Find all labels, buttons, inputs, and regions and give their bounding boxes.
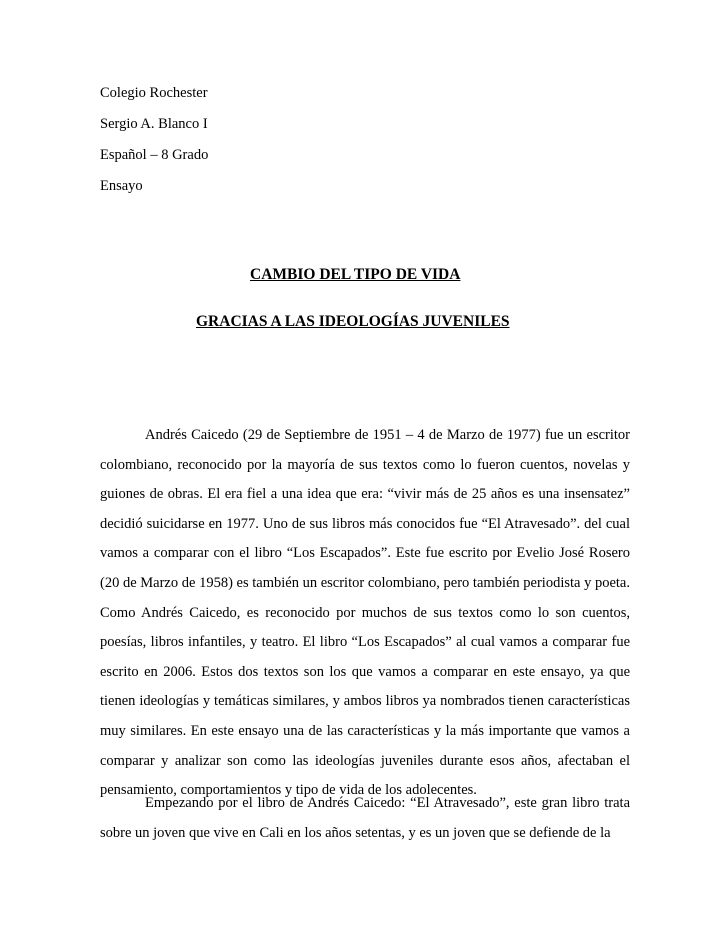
author-name: Sergio A. Blanco I: [100, 116, 208, 132]
body-paragraph: Andrés Caicedo (29 de Septiembre de 1951 – 4 de Marzo de 1977) fue un escritor colombiano, reconocido por la mayoría de sus textos como lo fueron cuentos, novelas y guiones de obras. El era fiel a una idea que era: “vivir más de 25 años es una insensatez” decidió suicidarse en 1977. Uno de sus libros más conocidos fue “El Atravesado”. del cual vamos a comparar con el libro “Los Escapados”. Este fue escrito por Evelio José Rosero (20 de Marzo de 1958) es también un escritor colombiano, pero también periodista y poeta. Como Andrés Caicedo, es reconocido por muchos de sus textos como lo son cuentos, poesías, libros infantiles, y teatro. El libro “Los Escapados” al cual vamos a comparar fue escrito en 2006. Estos dos textos son los que vamos a comparar en este ensayo, ya que tienen ideologías y temáticas similares, y ambos libros ya nombrados tienen características muy similares. En este ensayo una de las características y la más importante que vamos a comparar y analizar son como las ideologías juveniles durante esos años, afectaban el pensamiento, comportamientos y tipo de vida de los adolecentes.: [100, 427, 630, 799]
paragraph-block-1: [100, 421, 630, 806]
document-header: [100, 78, 208, 202]
body-paragraph: Empezando por el libro de Andrés Caicedo: “El Atravesado”, este gran libro trata sobre un joven que vive en Cali en los años setentas, y es un joven que se defiende de la: [100, 795, 630, 841]
paragraph-block-2: [100, 789, 630, 848]
document-type: Ensayo: [100, 178, 143, 194]
essay-title-line-2: GRACIAS A LAS IDEOLOGÍAS JUVENILES: [196, 313, 510, 330]
course-name: Español – 8 Grado: [100, 147, 209, 163]
school-name: Colegio Rochester: [100, 85, 208, 101]
essay-title-line-1: CAMBIO DEL TIPO DE VIDA: [250, 266, 461, 283]
